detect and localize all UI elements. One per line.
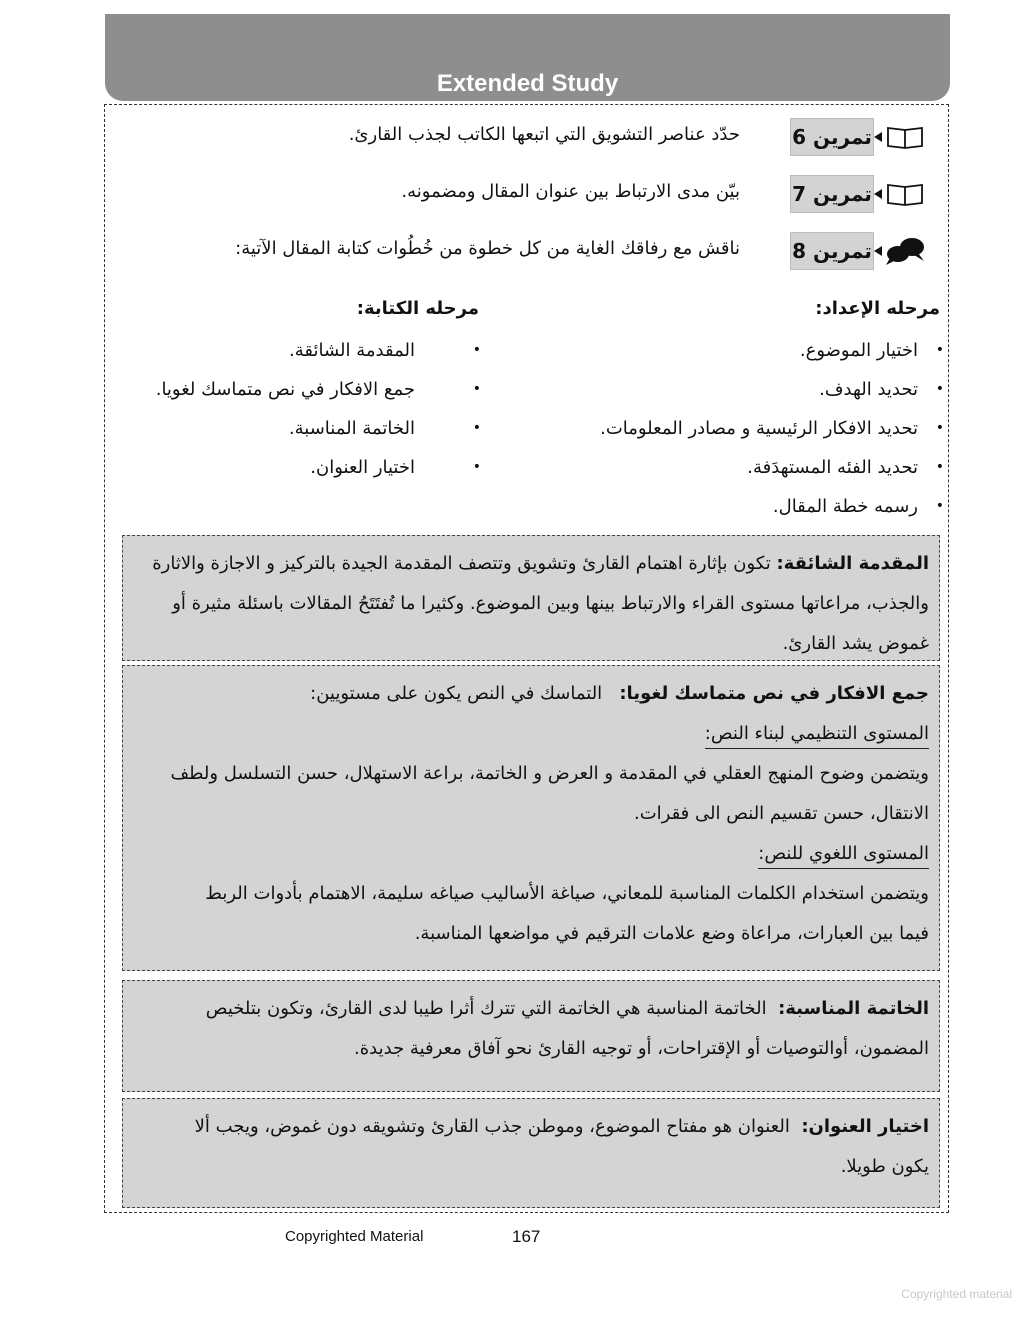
- box-title: الخاتمة المناسبة:: [778, 998, 929, 1019]
- list-item: • تحديد الافكار الرئيسية و مصادر المعلومات.: [600, 418, 944, 439]
- box-line: ويتضمن استخدام الكلمات المناسبة للمعاني، صياغة الأساليب صياغه سليمة، الاهتمام بأدوات الربط: [205, 883, 929, 904]
- exercise-text: حدّد عناصر التشويق التي اتبعها الكاتب لجذب القارئ.: [348, 124, 740, 145]
- book-icon: [874, 177, 926, 211]
- exercise-text: ناقش مع رفاقك الغاية من كل خطوة من خُطُوات كتابة المقال الآتية:: [235, 238, 740, 259]
- box-line: [133, 834, 929, 874]
- intro-box: [122, 535, 940, 661]
- watermark: Copyrighted material: [901, 1287, 1012, 1301]
- cohesion-box: [122, 665, 940, 971]
- header-title: Extended Study: [436, 70, 619, 97]
- list-item: • اختيار العنوان.: [310, 457, 481, 478]
- box-title: جمع الافكار في نص متماسك لغويا:: [619, 683, 929, 704]
- box-line: ويتضمن وضوح المنهج العقلي في المقدمة و العرض و الخاتمة، براعة الاستهلال، حسن التسلسل ولطف: [170, 763, 929, 784]
- list-item: • المقدمة الشائقة.: [289, 340, 481, 361]
- exercise-text: بيّن مدى الارتباط بين عنوان المقال ومضمونه.: [401, 181, 740, 202]
- list-item: • رسمه خطة المقال.: [772, 496, 944, 517]
- discussion-icon: [874, 234, 926, 268]
- copyright-label: Copyrighted Material: [285, 1228, 424, 1245]
- box-line: والجذب، مراعاتها مستوى القراء والارتباط بينها وبين الموضوع. وكثيرا ما تُفتَتَحُ المقالات باسئلة مثيرة أو: [172, 593, 929, 614]
- list-item: • تحديد الهدف.: [819, 379, 944, 400]
- box-line: جمع الافكار في نص متماسك لغويا: التماسك في النص يكون على مستويين:: [310, 683, 929, 704]
- list-item: • تحديد الفئه المستهدَفة.: [747, 457, 944, 478]
- box-line: فيما بين العبارات، مراعاة وضع علامات الترقيم في مواضعها المناسبة.: [414, 923, 929, 944]
- preparation-heading: مرحله الإعداد:: [815, 298, 940, 319]
- exercise-6: [110, 118, 936, 156]
- writing-list: [121, 331, 481, 487]
- preparation-list: [524, 331, 944, 526]
- exercise-badge: تمرين 8: [790, 232, 874, 270]
- page-number: 167: [512, 1227, 541, 1246]
- box-line: غموض يشد القارئ.: [782, 633, 929, 654]
- list-item: • اختيار الموضوع.: [799, 340, 944, 361]
- box-line: اختيار العنوان: العنوان هو مفتاح الموضوع، وموطن جذب القارئ وتشويقه دون غموض، ويجب ألا: [194, 1116, 929, 1137]
- box-title: اختيار العنوان:: [801, 1116, 929, 1137]
- box-line: يكون طويلا.: [840, 1156, 929, 1177]
- box-line: المضمون، أوالتوصيات أو الإقتراحات، أو توجيه القارئ نحو آفاق معرفية جديدة.: [354, 1038, 929, 1059]
- book-icon: [874, 120, 926, 154]
- box-line: المقدمة الشائقة: تكون بإثارة اهتمام القارئ وتشويق وتتصف المقدمة الجيدة بالتركيز و الاجازة والاثارة: [152, 553, 929, 574]
- header-banner: [105, 14, 950, 101]
- box-line: الخاتمة المناسبة: الخاتمة المناسبة هي الخاتمة التي تترك أثرا طيبا لدى القارئ، وتكون بتلخيص: [205, 998, 929, 1019]
- exercise-badge: تمرين 6: [790, 118, 874, 156]
- sub-heading: المستوى اللغوي للنص:: [758, 840, 929, 869]
- list-item: • الخاتمة المناسبة.: [288, 418, 481, 439]
- sub-heading: المستوى التنظيمي لبناء النص:: [705, 720, 929, 749]
- exercise-7: [110, 175, 936, 213]
- list-item: • جمع الافكار في نص متماسك لغويا.: [155, 379, 481, 400]
- box-line: الانتقال، حسن تقسيم النص الى فقرات.: [633, 803, 929, 824]
- exercise-badge: تمرين 7: [790, 175, 874, 213]
- box-title: المقدمة الشائقة:: [776, 553, 929, 574]
- title-choice-box: [122, 1098, 940, 1208]
- writing-heading: مرحله الكتابة:: [356, 298, 479, 319]
- conclusion-box: [122, 980, 940, 1092]
- box-line: [133, 714, 929, 754]
- exercise-8: [110, 232, 936, 270]
